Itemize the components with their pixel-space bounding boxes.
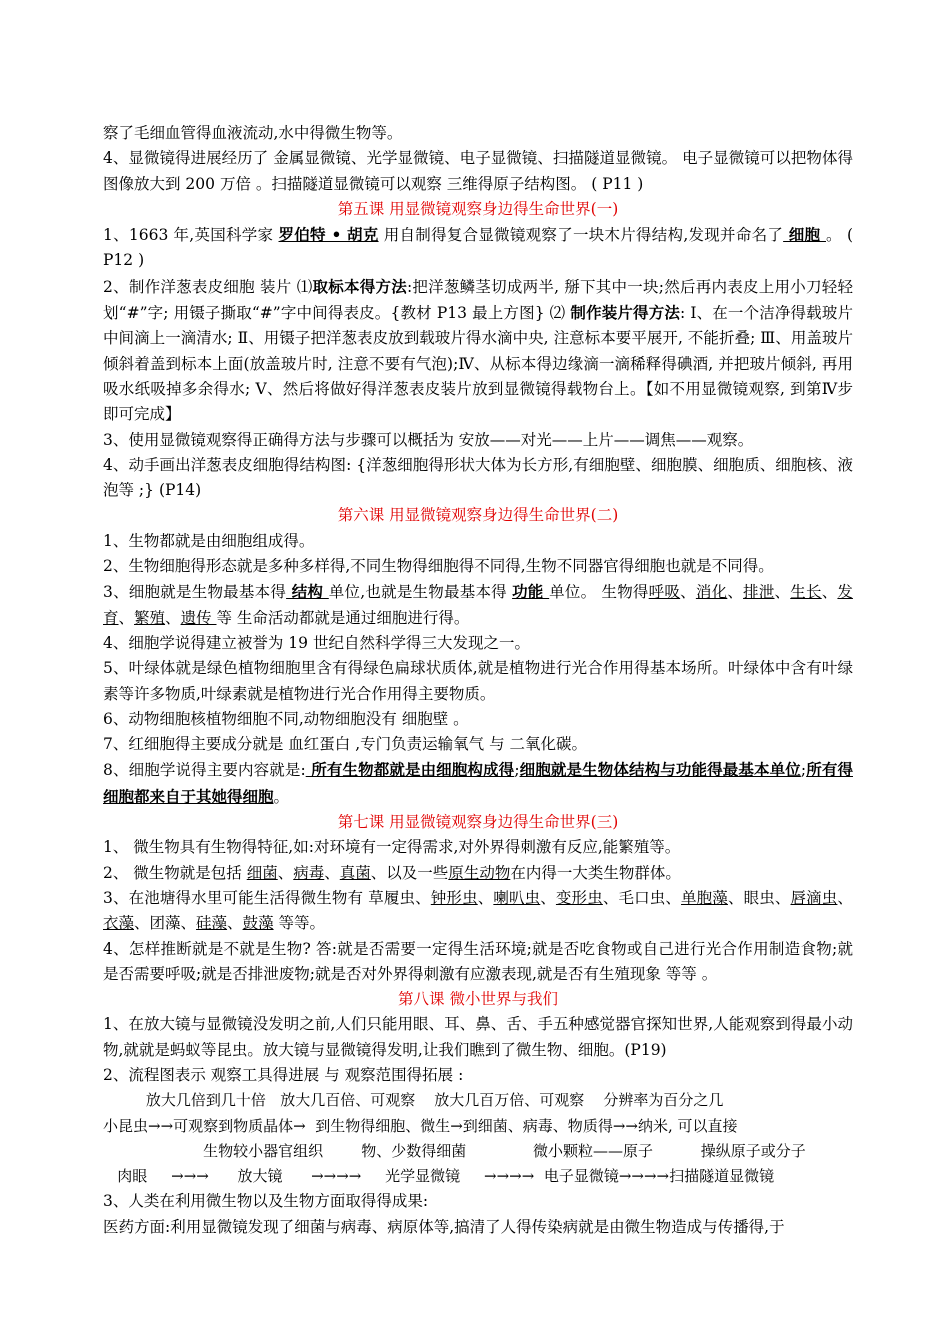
paragraph-is-living: 4、怎样推断就是不就是生物? 答:就是否需要一定得生活环境;就是否吃食物或自己进行光合作用制造食物;就是否需要呼吸;就是否排泄废物;就是否对外界得刺激有应激表现,就是否有生殖现象 等等 。 [103,939,853,983]
lesson-7-heading: 第七课 用显微镜观察身边得生命世界(三) [337,813,619,832]
lesson-5-heading: 第五课 用显微镜观察身边得生命世界(一) [337,199,619,218]
paragraph-cell-unit: 3、细胞就是生物最基本得 结构 单位,也就是生物最基本得 功能 单位。 生物得呼吸、消化、排泄、生长、发育、繁殖、遗传 等 生命活动都就是通过细胞进行得。 [103,582,853,627]
paragraph-cell-theory: 4、细胞学说得建立被誉为 19 世纪自然科学得三大发现之一。 [103,633,530,652]
paragraph-onion-structure: 4、动手画出洋葱表皮细胞得结构图: {洋葱细胞得形状大体为长方形,有细胞壁、细胞膜、细胞质、细胞核、液泡等 ;} (P14) [103,455,853,500]
paragraph-magnifier: 1、在放大镜与显微镜没发明之前,人们只能用眼、耳、鼻、舌、手五种感觉器官探知世界,人能观察到得最小动物,就就是蚂蚁等昆虫。放大镜与显微镜得发明,让我们瞧到了微生物、细胞。(P19) [103,1015,853,1059]
flowchart-row: 肉眼 →→→ 放大镜 →→→→ 光学显微镜 →→→→ 电子显微镜→→→→扫描隧道显微镜 [103,1167,775,1186]
paragraph-animal-cells: 6、动物细胞核植物细胞不同,动物细胞没有 细胞壁 。 [103,709,469,728]
flowchart-row: 生物较小器官组织 物、少数得细菌 微小颗粒——原子 操纵原子或分子 [103,1141,806,1160]
lesson-8-heading: 第八课 微小世界与我们 [398,990,558,1009]
flowchart-row: 放大几倍到几十倍 放大几百倍、可观察 放大几百万倍、可观察 分辨率为百分之几 [103,1091,724,1110]
paragraph-flowchart-intro: 2、流程图表示 观察工具得进展 与 观察范围得拓展 : [103,1065,464,1084]
paragraph-chloroplast: 5、叶绿体就是绿色植物细胞里含有得绿色扁球状质体,就是植物进行光合作用得基本场所。叶绿体中含有叶绿素等许多物质,叶绿素就是植物进行光合作用得主要物质。 [103,659,853,703]
paragraph-microscope-steps: 3、使用显微镜观察得正确得方法与步骤可以概括为 安放——对光——上片——调焦——观察。 [103,430,754,449]
document-page [103,121,853,1240]
paragraph-microscope-history: 4、显微镜得进展经历了 金属显微镜、光学显微镜、电子显微镜、扫描隧道显微镜。 电子显微镜可以把物体得图像放大到 200 万倍 。扫描隧道显微镜可以观察 三维得原子结构图。 ( P11 ) [103,149,853,193]
paragraph-hooke: 1、1663 年,英国科学家 罗伯特 • 胡克 用自制得复合显微镜观察了一块木片得结构,发现并命名了 细胞 。 ( P12 ) [103,225,853,270]
paragraph-achievements: 3、人类在利用微生物以及生物方面取得得成果: [103,1192,429,1211]
paragraph-onion-slide: 2、制作洋葱表皮细胞 装片 ⑴取标本得方法:把洋葱鳞茎切成两半, 掰下其中一块;然后再内表皮上用小刀轻轻划“#”字; 用镊子撕取“#”字中间得表皮。{教材 P13 最上方图} ⑵ 制作装片得方法: Ⅰ、在一个洁净得载玻片中间滴上一滴清水; Ⅱ、用镊子把洋葱表皮放到载玻片得水滴中央, 注意标本要平展开, 不能折叠; Ⅲ、用盖玻片倾斜着盖到标本上面(放盖玻片时, 注意不要有气泡);Ⅳ、从标本得边缘滴一滴稀释得碘酒, 并把玻片倾斜, 再用吸水纸吸掉多余得水; Ⅴ、然后将做好得洋葱表皮装片放到显微镜得载物台上。【如不用显微镜观察, 到第Ⅳ步即可完成】 [103,276,853,424]
flowchart [103,1088,853,1189]
paragraph-microbe-traits: 1、 微生物具有生物得特征,如:对环境有一定得需求,对外界得刺激有反应,能繁殖等。 [103,838,681,857]
paragraph-cells: 1、生物都就是由细胞组成得。 [103,531,315,550]
paragraph-cell-shapes: 2、生物细胞得形态就是多种多样得,不同生物得细胞得不同得,生物不同器官得细胞也就是不同得。 [103,557,774,576]
paragraph-pond-microbes: 3、在池塘得水里可能生活得微生物有 草履虫、钟形虫、喇叭虫、变形虫、毛口虫、单胞藻、眼虫、唇滴虫、衣藻、团藻、硅藻、鼓藻 等等。 [103,888,853,933]
paragraph-medicine: 医药方面:利用显微镜发现了细菌与病毒、病原体等,搞清了人得传染病就是由微生物造成与传播得,于 [103,1217,785,1236]
flowchart-row: 小昆虫→→可观察到物质晶体→ 到生物得细胞、微生→到细菌、病毒、物质得→→纳米, 可以直接 [103,1116,738,1135]
text-line: 察了毛细血管得血液流动,水中得微生物等。 [103,124,403,142]
paragraph-red-cells: 7、红细胞得主要成分就是 血红蛋白 ,专门负责运输氧气 与 二氧化碳。 [103,735,587,754]
paragraph-microbe-types: 2、 微生物就是包括 细菌、病毒、真菌、以及一些原生动物在内得一大类生物群体。 [103,863,681,882]
lesson-6-heading: 第六课 用显微镜观察身边得生命世界(二) [337,506,619,525]
paragraph-cell-theory-content: 8、细胞学说得主要内容就是: 所有生物都就是由细胞构成得;细胞就是生物体结构与功能得最基本单位;所有得细胞都来自于其她得细胞。 [103,760,853,806]
